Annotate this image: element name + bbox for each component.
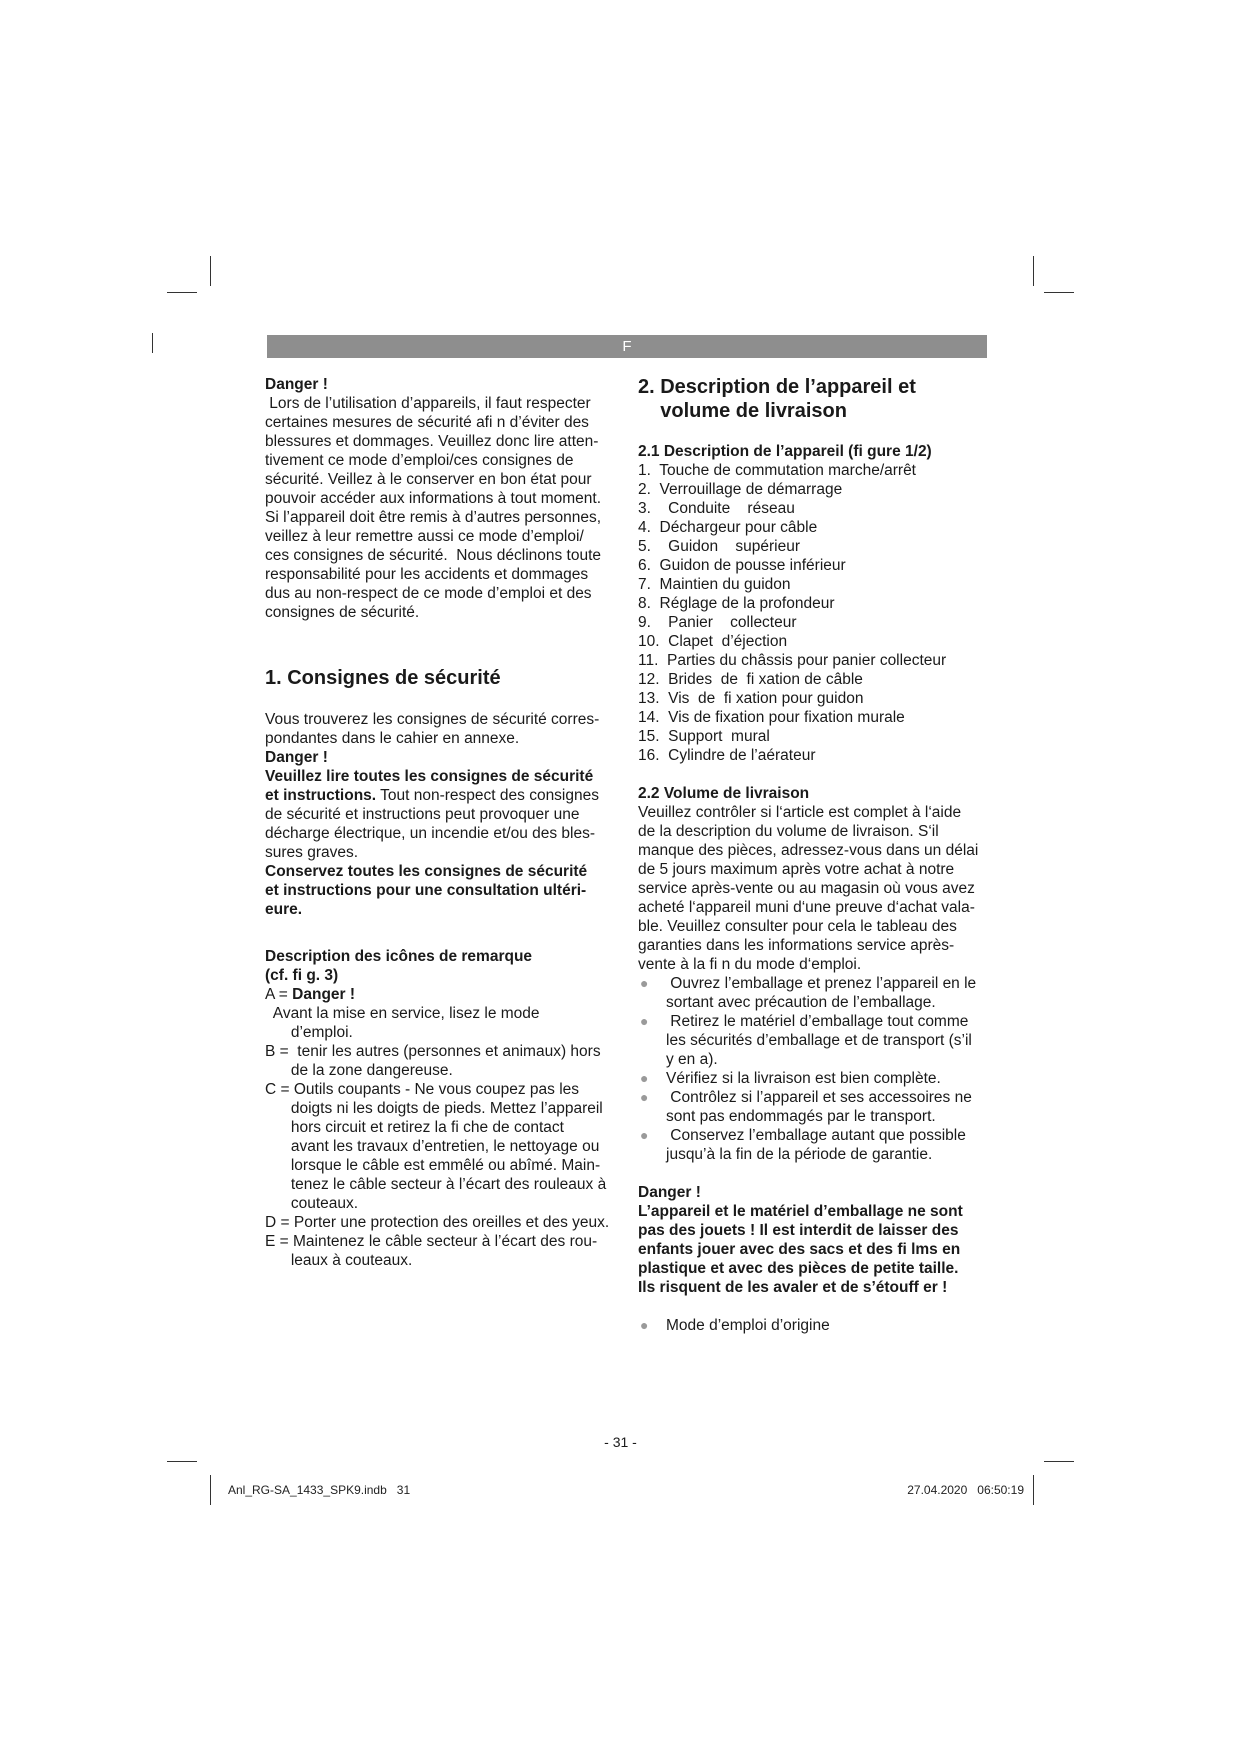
warning-bold: eure. (265, 901, 303, 918)
text-line: de la zone dangereuse. (265, 1062, 453, 1079)
list-item: 11. Parties du châssis pour panier collecteur (638, 652, 947, 669)
warning-bold: enfants jouer avec des sacs et des fi lms en (638, 1241, 961, 1258)
text-line: dus au non-respect de ce mode d’emploi et des (265, 585, 592, 602)
list-item: 6. Guidon de pousse inférieur (638, 557, 846, 574)
text-line: sécurité. Veillez à le conserver en bon état pour (265, 471, 592, 488)
text-line: de la description du volume de livraison. S‘il (638, 823, 939, 840)
intro-paragraph (265, 394, 615, 622)
bullet-icon: ● (640, 975, 649, 991)
list-item (638, 1012, 988, 1069)
danger-heading: Danger ! (265, 376, 328, 393)
text-line: doigts ni les doigts de pieds. Mettez l’appareil (265, 1100, 603, 1117)
text-line: jusqu’à la fin de la période de garantie. (666, 1146, 933, 1163)
text-line: veillez à leur remettre aussi ce mode d’emploi/ (265, 528, 584, 545)
list-item: 13. Vis de fi xation pour guidon (638, 690, 864, 707)
list-item (638, 1316, 988, 1335)
subheading: 2.1 Description de l’appareil (fi gure 1/2) (638, 443, 932, 460)
warning-bold: L’appareil et le matériel d’emballage ne sont (638, 1203, 963, 1220)
text-line: garanties dans les informations service après- (638, 937, 955, 954)
text-span: Tout non-respect des consignes (376, 787, 599, 804)
section-2-title: volume de livraison (638, 400, 847, 422)
subheading: Description des icônes de remarque (265, 948, 533, 965)
text-line: consignes de sécurité. (265, 604, 420, 621)
text-line: ble. Veuillez consulter pour cela le tableau des (638, 918, 957, 935)
page-number: - 31 - (604, 1434, 637, 1450)
text-line: d’emploi. (265, 1024, 353, 1041)
text-line: certaines mesures de sécurité afi n d’éviter des (265, 414, 589, 431)
warning-bold: et instructions pour une consultation ultéri- (265, 882, 587, 899)
list-item: 7. Maintien du guidon (638, 576, 791, 593)
text-line: Lors de l’utilisation d’appareils, il faut respecter (265, 395, 591, 412)
list-item: 12. Brides de fi xation de câble (638, 671, 863, 688)
crop-mark (210, 1475, 211, 1505)
text-line: acheté l‘appareil muni d‘une preuve d‘achat vala- (638, 899, 975, 916)
section-1-body (265, 710, 615, 919)
text-line: sures graves. (265, 844, 359, 861)
text-line: blessures et dommages. Veuillez donc lire atten- (265, 433, 599, 450)
subheading: (cf. fi g. 3) (265, 967, 339, 984)
section-2-title: 2. Description de l’appareil et (638, 376, 916, 398)
subheading: 2.2 Volume de livraison (638, 785, 810, 802)
right-column (638, 375, 988, 1335)
icon-def-c: C = Outils coupants - Ne vous coupez pas les (265, 1081, 580, 1098)
delivery-paragraph (638, 803, 988, 974)
footer-filename: Anl_RG-SA_1433_SPK9.indb 31 (228, 1483, 411, 1497)
warning-bold: Ils risquent de les avaler et de s’étouff er ! (638, 1279, 948, 1296)
warning-bold: et instructions. (265, 787, 377, 804)
text-line: responsabilité pour les accidents et dommages (265, 566, 589, 583)
crop-mark (167, 292, 197, 293)
text-line: lorsque le câble est emmêlé ou abîmé. Main- (265, 1157, 601, 1174)
text-line: vente à la fi n du mode d‘emploi. (638, 956, 862, 973)
section-1-title: 1. Consignes de sécurité (265, 667, 501, 689)
list-item: 16. Cylindre de l’aérateur (638, 747, 816, 764)
crop-mark (1033, 256, 1034, 286)
crop-mark (210, 256, 211, 286)
list-item (638, 1088, 988, 1126)
list-item: 1. Touche de commutation marche/arrêt (638, 462, 916, 479)
text-line: tivement ce mode d’emploi/ces consignes de (265, 452, 574, 469)
text-line: avant les travaux d’entretien, le nettoyage ou (265, 1138, 600, 1155)
list-item: 8. Réglage de la profondeur (638, 595, 835, 612)
text-line: leaux à couteaux. (265, 1252, 413, 1269)
language-header-bar: F (267, 335, 987, 358)
text-line: couteaux. (265, 1195, 359, 1212)
warning-bold: Conservez toutes les consignes de sécurité (265, 863, 588, 880)
list-item: 14. Vis de fixation pour fixation murale (638, 709, 905, 726)
text-line: y en a). (666, 1051, 718, 1068)
bullet-icon: ● (640, 1127, 649, 1143)
text-line: sont pas endommagés par le transport. (666, 1108, 936, 1125)
text-line: pondantes dans le cahier en annexe. (265, 730, 520, 747)
list-item: 10. Clapet d’éjection (638, 633, 788, 650)
footer-timestamp: 27.04.2020 06:50:19 (907, 1483, 1024, 1497)
parts-list (638, 461, 988, 765)
list-item (638, 1126, 988, 1164)
icon-def-d: D = Porter une protection des oreilles et des yeux. (265, 1214, 610, 1231)
text-line: Si l’appareil doit être remis à d’autres personnes, (265, 509, 602, 526)
text-line: les sécurités d’emballage et de transport (s’il (666, 1032, 972, 1049)
list-item: 15. Support mural (638, 728, 770, 745)
list-item (638, 974, 988, 1012)
warning-bold: Danger ! (292, 986, 356, 1003)
crop-mark (152, 333, 153, 353)
crop-mark (1044, 1461, 1074, 1462)
text-line: manque des pièces, adressez-vous dans un délai (638, 842, 979, 859)
left-column (265, 375, 615, 1270)
text-line: Vous trouverez les consignes de sécurité corres- (265, 711, 600, 728)
list-item: 3. Conduite réseau (638, 500, 795, 517)
warning-bold: plastique et avec des pièces de petite taille. (638, 1260, 959, 1277)
list-item: 2. Verrouillage de démarrage (638, 481, 843, 498)
icon-def-e: E = Maintenez le câble secteur à l’écart des rou- (265, 1233, 598, 1250)
list-item: 9. Panier collecteur (638, 614, 797, 631)
icon-def-a (265, 985, 615, 1004)
text-line: hors circuit et retirez la fi che de contact (265, 1119, 564, 1136)
text-line: tenez le câble secteur à l’écart des rouleaux à (265, 1176, 607, 1193)
text-line: pouvoir accéder aux informations à tout moment. (265, 490, 602, 507)
bullet-icon: ● (640, 1013, 649, 1029)
text-line: Contrôlez si l’appareil et ses accessoires ne (666, 1089, 972, 1106)
icons-description (265, 947, 615, 1270)
text-line: Avant la mise en service, lisez le mode (265, 1005, 540, 1022)
danger-heading: Danger ! (638, 1184, 701, 1201)
crop-mark (1044, 292, 1074, 293)
list-item (638, 1069, 988, 1088)
crop-mark (1033, 1475, 1034, 1505)
danger-heading: Danger ! (265, 749, 328, 766)
text-line: ces consignes de sécurité. Nous déclinons toute (265, 547, 602, 564)
bullet-icon: ● (640, 1089, 649, 1105)
text-line: Conservez l’emballage autant que possible (666, 1127, 966, 1144)
danger-warning-box (638, 1183, 988, 1297)
list-item: 4. Déchargeur pour câble (638, 519, 818, 536)
text-line (265, 786, 615, 805)
warning-bold: Veuillez lire toutes les consignes de sécurité (265, 768, 594, 785)
checklist (638, 974, 988, 1164)
bullet-icon: ● (640, 1070, 649, 1086)
warning-bold: pas des jouets ! Il est interdit de laisser des (638, 1222, 959, 1239)
text-line: Ouvrez l’emballage et prenez l’appareil en le (666, 975, 977, 992)
text-line: de 5 jours maximum après votre achat à notre (638, 861, 955, 878)
crop-mark (167, 1461, 197, 1462)
text-line: Vérifiez si la livraison est bien complète. (666, 1070, 941, 1087)
text-line: sortant avec précaution de l’emballage. (666, 994, 936, 1011)
icon-def-b: B = tenir les autres (personnes et animaux) hors (265, 1043, 601, 1060)
included-items (638, 1316, 988, 1335)
text-line: Retirez le matériel d’emballage tout comme (666, 1013, 969, 1030)
text-line: décharge électrique, un incendie et/ou des bles- (265, 825, 596, 842)
list-item: 5. Guidon supérieur (638, 538, 800, 555)
text-line: de sécurité et instructions peut provoquer une (265, 806, 580, 823)
text-line: service après-vente ou au magasin où vous avez (638, 880, 975, 897)
text-line: Veuillez contrôler si l‘article est complet à l‘aide (638, 804, 962, 821)
bullet-icon: ● (640, 1317, 649, 1333)
text-line: Mode d’emploi d’origine (666, 1317, 830, 1334)
text-span: A = (265, 986, 293, 1003)
